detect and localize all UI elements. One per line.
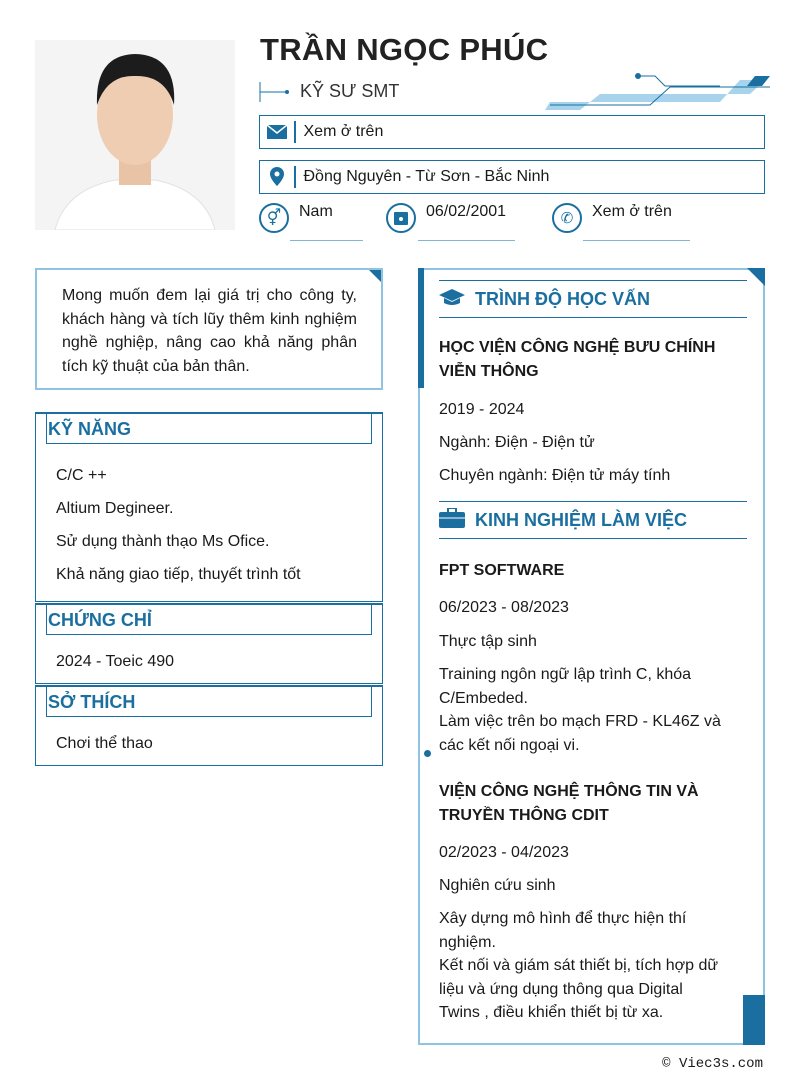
experience-title: KINH NGHIỆM LÀM VIỆC bbox=[475, 509, 688, 530]
job-company: FPT SOFTWARE bbox=[439, 562, 565, 579]
certificates-heading: CHỨNG CHỈ bbox=[46, 605, 372, 635]
education-major: Ngành: Điện - Điện tử bbox=[439, 434, 595, 451]
footer-watermark: © Viec3s.com bbox=[662, 1056, 763, 1072]
birthday-value: 06/02/2001 bbox=[426, 203, 507, 220]
phone-value: Xem ở trên bbox=[592, 203, 672, 220]
envelope-icon bbox=[260, 125, 294, 139]
job-title: KỸ SƯ SMT bbox=[300, 81, 400, 101]
education-specialization: Chuyên ngành: Điện tử máy tính bbox=[439, 467, 671, 484]
job-period: 06/2023 - 08/2023 bbox=[439, 599, 569, 616]
title-connector-icon bbox=[259, 82, 291, 102]
gender-value: Nam bbox=[299, 203, 333, 220]
briefcase-icon bbox=[439, 508, 475, 533]
address-value: Đồng Nguyên - Từ Sơn - Bắc Ninh bbox=[303, 168, 550, 185]
candidate-name: TRẦN NGỌC PHÚC bbox=[260, 32, 549, 67]
job-role: Thực tập sinh bbox=[439, 633, 537, 650]
phone-field bbox=[552, 203, 672, 233]
hobby-item: Chơi thể thao bbox=[56, 735, 153, 752]
education-years: 2019 - 2024 bbox=[439, 401, 525, 418]
certificate-item: 2024 - Toeic 490 bbox=[56, 653, 175, 670]
email-value: Xem ở trên bbox=[303, 123, 384, 140]
education-title: TRÌNH ĐỘ HỌC VẤN bbox=[475, 288, 650, 309]
right-panel bbox=[418, 268, 765, 1045]
phone-icon: ✆ bbox=[552, 203, 582, 233]
email-field bbox=[259, 115, 765, 149]
skill-item: Khả năng giao tiếp, thuyết trình tốt bbox=[56, 566, 301, 583]
skills-heading: KỸ NĂNG bbox=[46, 414, 372, 444]
job-description: Xây dựng mô hình để thực hiện thí nghiệm. Kết nối và giám sát thiết bị, tích hợp dữ liệu và ứng dụng thông qua Digital Twins , điều khiển thiết bị từ xa. bbox=[439, 910, 719, 1021]
address-field bbox=[259, 160, 765, 194]
job-period: 02/2023 - 04/2023 bbox=[439, 844, 569, 861]
gender-icon: ⚥ bbox=[259, 203, 289, 233]
gender-field bbox=[259, 203, 333, 233]
hobbies-section bbox=[35, 685, 383, 766]
skills-section bbox=[35, 412, 383, 602]
skill-item: Sử dụng thành thạo Ms Ofice. bbox=[56, 533, 270, 550]
career-objective: Mong muốn đem lại giá trị cho công ty, khách hàng và tích lũy thêm kinh nghiệm nghề nghiệp, nâng cao khả năng phân tích kỹ thuật của bản thân. bbox=[35, 268, 383, 390]
experience-heading bbox=[439, 501, 747, 539]
hobbies-heading: SỞ THÍCH bbox=[46, 687, 372, 717]
skill-item: C/C ++ bbox=[56, 467, 107, 484]
job-role: Nghiên cứu sinh bbox=[439, 877, 556, 894]
job-description: Training ngôn ngữ lập trình C, khóa C/Embeded. Làm việc trên bo mạch FRD - KL46Z và các kết nối ngoại vi. bbox=[439, 666, 721, 754]
graduation-cap-icon bbox=[439, 287, 475, 312]
job-company: VIỆN CÔNG NGHỆ THÔNG TIN VÀ TRUYỀN THÔNG CDIT bbox=[439, 783, 699, 824]
circuit-decoration bbox=[540, 72, 770, 117]
skill-item: Altium Degineer. bbox=[56, 500, 174, 517]
corner-triangle-icon bbox=[369, 270, 381, 282]
location-pin-icon bbox=[260, 166, 294, 188]
school-name: HỌC VIỆN CÔNG NGHỆ BƯU CHÍNH VIỄN THÔNG bbox=[439, 339, 716, 380]
profile-photo bbox=[35, 40, 235, 230]
certificates-section bbox=[35, 603, 383, 684]
education-heading bbox=[439, 280, 747, 318]
calendar-icon bbox=[386, 203, 416, 233]
birthday-field bbox=[386, 203, 506, 233]
